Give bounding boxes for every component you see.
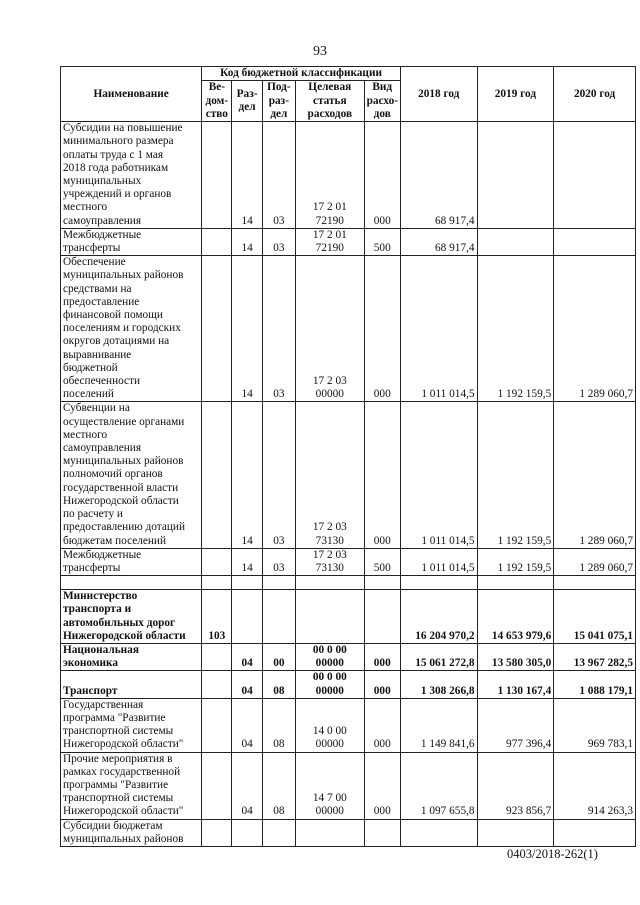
cell-value-2020: 1 289 060,7 [554, 256, 636, 402]
cell-value-2020 [554, 576, 636, 590]
cell-vedomstvo [202, 671, 232, 698]
cell-value-2020 [554, 122, 636, 229]
cell-target-article: 17 2 03 73130 [296, 548, 365, 575]
cell-razdel [232, 576, 262, 590]
table-body [61, 122, 636, 847]
cell-value-2020: 1 289 060,7 [554, 548, 636, 575]
row-name: Прочие мероприятия в рамках государственной программы "Развитие транспортной системы Нижегородской области" [61, 752, 202, 819]
cell-podrazdel [262, 590, 295, 644]
cell-value-2019: 923 856,7 [477, 752, 554, 819]
cell-expense-type: 000 [364, 698, 400, 752]
cell-value-2018: 68 917,4 [400, 228, 477, 255]
cell-value-2019: 1 130 167,4 [477, 671, 554, 698]
cell-expense-type: 000 [364, 671, 400, 698]
cell-vedomstvo: 103 [202, 590, 232, 644]
cell-value-2020: 1 088 179,1 [554, 671, 636, 698]
cell-podrazdel: 00 [262, 643, 295, 670]
cell-value-2018: 68 917,4 [400, 122, 477, 229]
header-target-article: Целевая статья расходов [296, 81, 365, 122]
cell-value-2018: 15 061 272,8 [400, 643, 477, 670]
cell-target-article [296, 590, 365, 644]
row-name: Государственная программа "Развитие транспортной системы Нижегородской области" [61, 698, 202, 752]
header-podrazdel: Под- раз- дел [262, 81, 295, 122]
row-name: Межбюджетные трансферты [61, 228, 202, 255]
table-row [61, 671, 636, 698]
table-row [61, 122, 636, 229]
table-row [61, 548, 636, 575]
cell-vedomstvo [202, 256, 232, 402]
cell-value-2020: 13 967 282,5 [554, 643, 636, 670]
table-row [61, 819, 636, 846]
cell-expense-type: 000 [364, 752, 400, 819]
cell-vedomstvo [202, 122, 232, 229]
header-name: Наименование [61, 67, 202, 122]
cell-value-2019: 13 580 305,0 [477, 643, 554, 670]
cell-value-2019 [477, 228, 554, 255]
cell-razdel: 14 [232, 228, 262, 255]
row-name: Транспорт [61, 671, 202, 698]
cell-razdel: 04 [232, 643, 262, 670]
cell-target-article: 00 0 00 00000 [296, 643, 365, 670]
cell-expense-type: 500 [364, 228, 400, 255]
cell-target-article: 14 7 00 00000 [296, 752, 365, 819]
cell-target-article [296, 819, 365, 846]
cell-value-2019 [477, 576, 554, 590]
cell-podrazdel: 03 [262, 256, 295, 402]
cell-value-2018: 1 011 014,5 [400, 256, 477, 402]
budget-table [60, 66, 636, 847]
cell-vedomstvo [202, 576, 232, 590]
header-2019: 2019 год [477, 67, 554, 122]
cell-razdel: 04 [232, 698, 262, 752]
cell-expense-type [364, 819, 400, 846]
cell-target-article: 17 2 03 73130 [296, 402, 365, 548]
cell-razdel: 14 [232, 548, 262, 575]
cell-value-2019: 1 192 159,5 [477, 256, 554, 402]
row-name: Субсидии на повышение минимального размера оплаты труда с 1 мая 2018 года работникам муниципальных учреждений и органов местного самоуправления [61, 122, 202, 229]
header-classification-code: Код бюджетной классификации [202, 67, 401, 81]
cell-vedomstvo [202, 643, 232, 670]
cell-value-2019 [477, 819, 554, 846]
cell-podrazdel: 03 [262, 122, 295, 229]
table-row [61, 752, 636, 819]
cell-value-2018 [400, 576, 477, 590]
table-row [61, 643, 636, 670]
cell-podrazdel: 03 [262, 402, 295, 548]
cell-value-2018: 1 308 266,8 [400, 671, 477, 698]
cell-podrazdel: 08 [262, 752, 295, 819]
cell-expense-type: 000 [364, 643, 400, 670]
cell-target-article: 17 2 01 72190 [296, 122, 365, 229]
cell-razdel: 04 [232, 671, 262, 698]
cell-podrazdel [262, 576, 295, 590]
cell-expense-type: 500 [364, 548, 400, 575]
cell-expense-type [364, 576, 400, 590]
cell-expense-type: 000 [364, 402, 400, 548]
row-name: Национальная экономика [61, 643, 202, 670]
table-row [61, 402, 636, 548]
cell-vedomstvo [202, 228, 232, 255]
cell-value-2019: 977 396,4 [477, 698, 554, 752]
cell-vedomstvo [202, 698, 232, 752]
cell-vedomstvo [202, 752, 232, 819]
cell-value-2020 [554, 228, 636, 255]
table-row [61, 698, 636, 752]
row-name: Субвенции на осуществление органами местного самоуправления муниципальных районов полномочий органов государственной власти Нижегородской области по расчету и предоставлению дотаций бюджетам поселений [61, 402, 202, 548]
cell-razdel [232, 590, 262, 644]
header-2020: 2020 год [554, 67, 636, 122]
cell-podrazdel: 08 [262, 698, 295, 752]
cell-value-2018: 16 204 970,2 [400, 590, 477, 644]
cell-value-2020: 1 289 060,7 [554, 402, 636, 548]
row-name: Субсидии бюджетам муниципальных районов [61, 819, 202, 846]
cell-expense-type: 000 [364, 122, 400, 229]
cell-podrazdel: 03 [262, 228, 295, 255]
cell-value-2020: 914 263,3 [554, 752, 636, 819]
row-name: Министерство транспорта и автомобильных дорог Нижегородской области [61, 590, 202, 644]
cell-value-2019: 14 653 979,6 [477, 590, 554, 644]
cell-razdel: 04 [232, 752, 262, 819]
cell-razdel: 14 [232, 402, 262, 548]
cell-value-2018: 1 149 841,6 [400, 698, 477, 752]
cell-expense-type [364, 590, 400, 644]
cell-expense-type: 000 [364, 256, 400, 402]
row-name: Межбюджетные трансферты [61, 548, 202, 575]
cell-value-2019: 1 192 159,5 [477, 548, 554, 575]
table-row [61, 576, 636, 590]
cell-target-article: 00 0 00 00000 [296, 671, 365, 698]
row-name: Обеспечение муниципальных районов средствами на предоставление финансовой помощи поселениям и городских округов дотациями на выравнивание бюджетной обеспеченности поселений [61, 256, 202, 402]
cell-value-2018: 1 011 014,5 [400, 548, 477, 575]
header-expense-type: Вид расхо- дов [364, 81, 400, 122]
cell-value-2020: 15 041 075,1 [554, 590, 636, 644]
cell-razdel: 14 [232, 122, 262, 229]
cell-value-2020: 969 783,1 [554, 698, 636, 752]
header-razdel: Раз- дел [232, 81, 262, 122]
cell-podrazdel [262, 819, 295, 846]
cell-value-2020 [554, 819, 636, 846]
cell-value-2018 [400, 819, 477, 846]
cell-value-2019: 1 192 159,5 [477, 402, 554, 548]
cell-vedomstvo [202, 402, 232, 548]
cell-podrazdel: 03 [262, 548, 295, 575]
cell-razdel [232, 819, 262, 846]
cell-target-article: 14 0 00 00000 [296, 698, 365, 752]
table-row [61, 256, 636, 402]
document-code: 0403/2018-262(1) [507, 847, 598, 861]
cell-value-2018: 1 097 655,8 [400, 752, 477, 819]
cell-razdel: 14 [232, 256, 262, 402]
page-number: 93 [313, 44, 327, 59]
table-row [61, 228, 636, 255]
cell-value-2019 [477, 122, 554, 229]
cell-target-article: 17 2 01 72190 [296, 228, 365, 255]
cell-value-2018: 1 011 014,5 [400, 402, 477, 548]
cell-podrazdel: 08 [262, 671, 295, 698]
header-2018: 2018 год [400, 67, 477, 122]
table-row [61, 590, 636, 644]
cell-vedomstvo [202, 819, 232, 846]
cell-target-article [296, 576, 365, 590]
cell-vedomstvo [202, 548, 232, 575]
row-name [61, 576, 202, 590]
cell-target-article: 17 2 03 00000 [296, 256, 365, 402]
header-vedomstvo: Ве- дом- ство [202, 81, 232, 122]
